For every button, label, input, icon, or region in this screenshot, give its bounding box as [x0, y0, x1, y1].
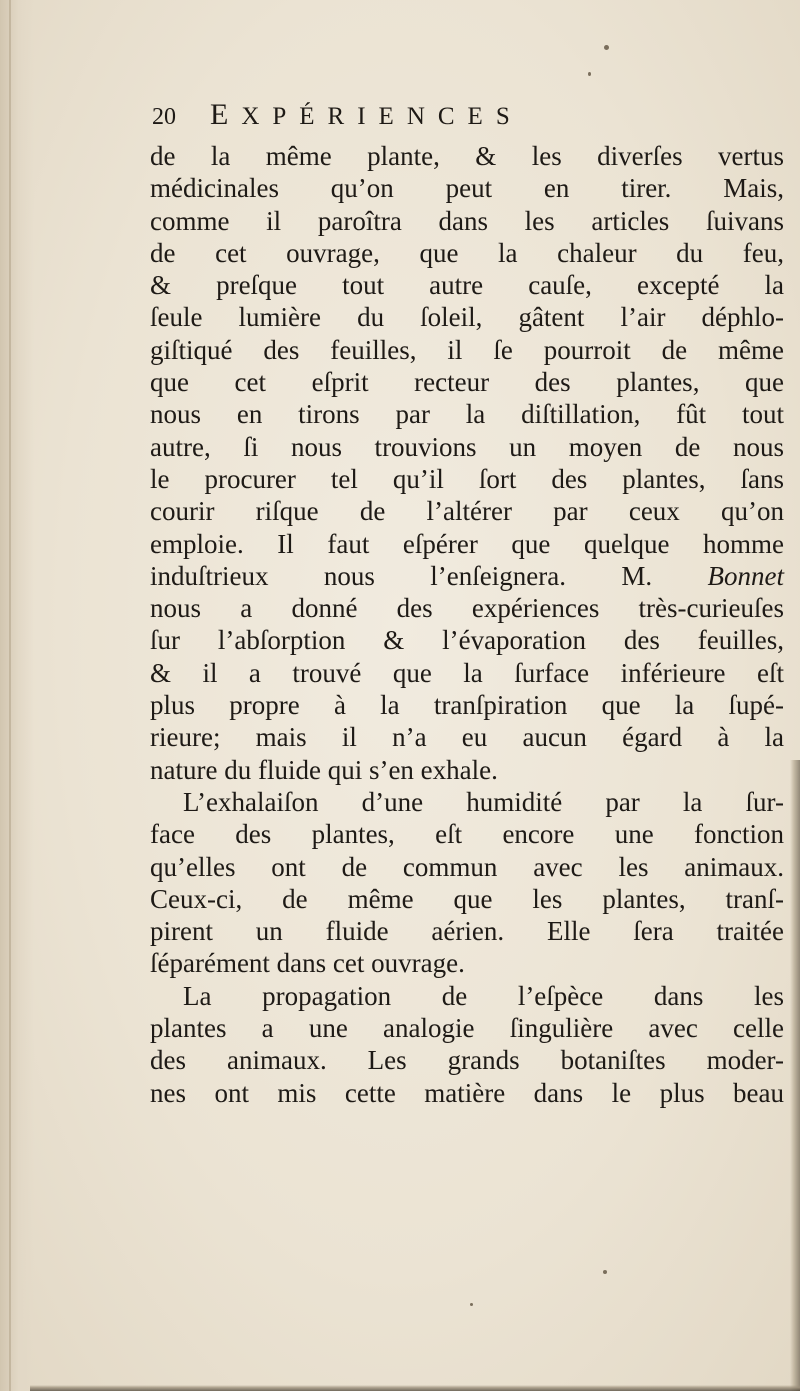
running-header: [152, 98, 642, 140]
paragraph-end-line: nature du fluide qui s’en exhale.: [150, 754, 498, 785]
text-line: Ceux-ci, de même que les plantes, tranſ-: [150, 883, 784, 914]
text-line: comme il paroîtra dans les articles ſuivans: [150, 205, 784, 236]
author-name: Bonnet: [707, 560, 785, 591]
text-line: qu’elles ont de commun avec les animaux.: [150, 851, 784, 882]
text-line: médicinales qu’on peut en tirer. Mais,: [150, 173, 784, 204]
text-line-with-author: [150, 560, 784, 592]
text-line: de la même plante, & les diverſes vertus: [150, 141, 784, 171]
text-line: rieure; mais il n’a eu aucun égard à la: [150, 722, 784, 753]
text-line: nous a donné des expériences très-curieuſes: [150, 593, 784, 624]
text-line: face des plantes, eſt encore une fonction: [150, 819, 784, 850]
text-line: giſtiqué des feuilles, il ſe pourroit de même: [150, 334, 784, 365]
text-line: de cet ouvrage, que la chaleur du feu,: [150, 237, 784, 268]
text-line-start: induſtrieux nous l’enſeignera. M.: [150, 560, 653, 591]
binding-gutter: [0, 0, 34, 1391]
text-line: nes ont mis cette matière dans le plus beau: [150, 1077, 784, 1108]
page-number: 20: [152, 104, 176, 130]
text-line: que cet eſprit recteur des plantes, que: [150, 367, 784, 398]
text-line: le procurer tel qu’il ſort des plantes, ſans: [150, 463, 784, 494]
text-line: ſur l’abſorption & l’évaporation des feuilles,: [150, 625, 784, 656]
text-line: & il a trouvé que la ſurface inférieure eſt: [150, 657, 784, 688]
text-line: pirent un fluide aérien. Elle ſera traitée: [150, 916, 784, 947]
page-edge-right: [790, 760, 800, 1391]
text-line: emploie. Il faut eſpérer que quelque homme: [150, 528, 784, 559]
text-line: ſeule lumière du ſoleil, gâtent l’air déphlo-: [150, 302, 784, 333]
running-title-rest: XPÉRIENCES: [241, 103, 523, 130]
running-title-initial: E: [210, 98, 242, 131]
text-line: nous en tirons par la diſtillation, fût tout: [150, 399, 784, 430]
paper-speck: [603, 1270, 607, 1274]
body-text: [150, 140, 784, 1109]
text-line: autre, ſi nous trouvions un moyen de nous: [150, 431, 784, 462]
text-line: plantes a une analogie ſingulière avec celle: [150, 1013, 784, 1044]
text-line: des animaux. Les grands botaniſtes moder-: [150, 1045, 784, 1076]
paper-speck: [588, 72, 591, 76]
text-line: courir riſque de l’altérer par ceux qu’on: [150, 496, 784, 527]
page-edge-bottom: [30, 1385, 800, 1391]
text-line: plus propre à la tranſpiration que la ſupé-: [150, 690, 784, 721]
paragraph-start-line: L’exhalaiſon d’une humidité par la ſur-: [183, 786, 784, 817]
paragraph-start-line: La propagation de l’eſpèce dans les: [183, 980, 784, 1011]
binding-shadow: [9, 0, 11, 1391]
paper-speck: [470, 1303, 473, 1306]
running-title: [210, 98, 523, 132]
paragraph-end-line: ſéparément dans cet ouvrage.: [150, 948, 465, 979]
paper-speck: [604, 45, 609, 50]
text-line: & preſque tout autre cauſe, excepté la: [150, 270, 784, 301]
